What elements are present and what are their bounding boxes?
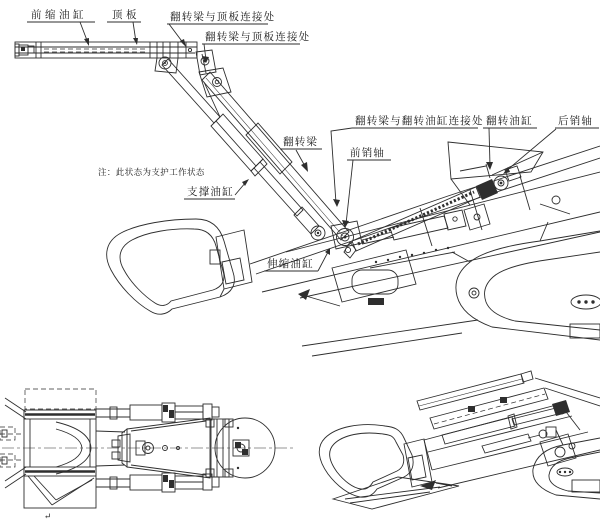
label-flip-cylinder: 翻转油缸 bbox=[486, 116, 533, 127]
label-front-pin-shaft: 前销轴 bbox=[350, 148, 386, 159]
folded-front-shield bbox=[319, 425, 413, 498]
folded-crawler-track bbox=[533, 430, 600, 499]
apron-arrow-icon bbox=[298, 289, 310, 300]
folded-view bbox=[319, 371, 600, 509]
plan-view bbox=[0, 389, 296, 521]
return-mark-icon: ↵ bbox=[44, 511, 52, 521]
front-shield bbox=[107, 219, 235, 314]
folded-apron bbox=[333, 477, 459, 509]
plan-stabilizer-cylinder-bottom bbox=[96, 473, 219, 492]
label-support-cylinder: 支撑油缸 bbox=[187, 187, 234, 198]
label-roof-plate: 顶板 bbox=[112, 10, 140, 21]
support-cylinder bbox=[162, 59, 325, 240]
label-flip-beam-roof-joint-lower: 翻转梁与顶板连接处 bbox=[205, 32, 311, 43]
flip-cylinder-assembly bbox=[344, 164, 521, 258]
label-telescopic-cylinder: 伸缩油缸 bbox=[267, 259, 314, 270]
note-working-state: 注：此状态为支护工作状态 bbox=[98, 167, 205, 177]
label-front-retract-cylinder: 前缩油缸 bbox=[31, 10, 87, 21]
main-view bbox=[15, 8, 600, 356]
label-flip-beam: 翻转梁 bbox=[283, 137, 319, 148]
folded-beam-stack bbox=[417, 371, 576, 466]
plan-canopy-frame bbox=[0, 389, 96, 508]
flip-beam-member bbox=[202, 72, 362, 249]
label-flip-beam-cylinder-joint: 翻转梁与翻转油缸连接处 bbox=[355, 116, 484, 127]
label-flip-beam-roof-joint-upper: 翻转梁与顶板连接处 bbox=[170, 12, 276, 23]
roof-plate-beam bbox=[15, 42, 197, 58]
label-rear-pin-shaft: 后销轴 bbox=[558, 116, 594, 127]
